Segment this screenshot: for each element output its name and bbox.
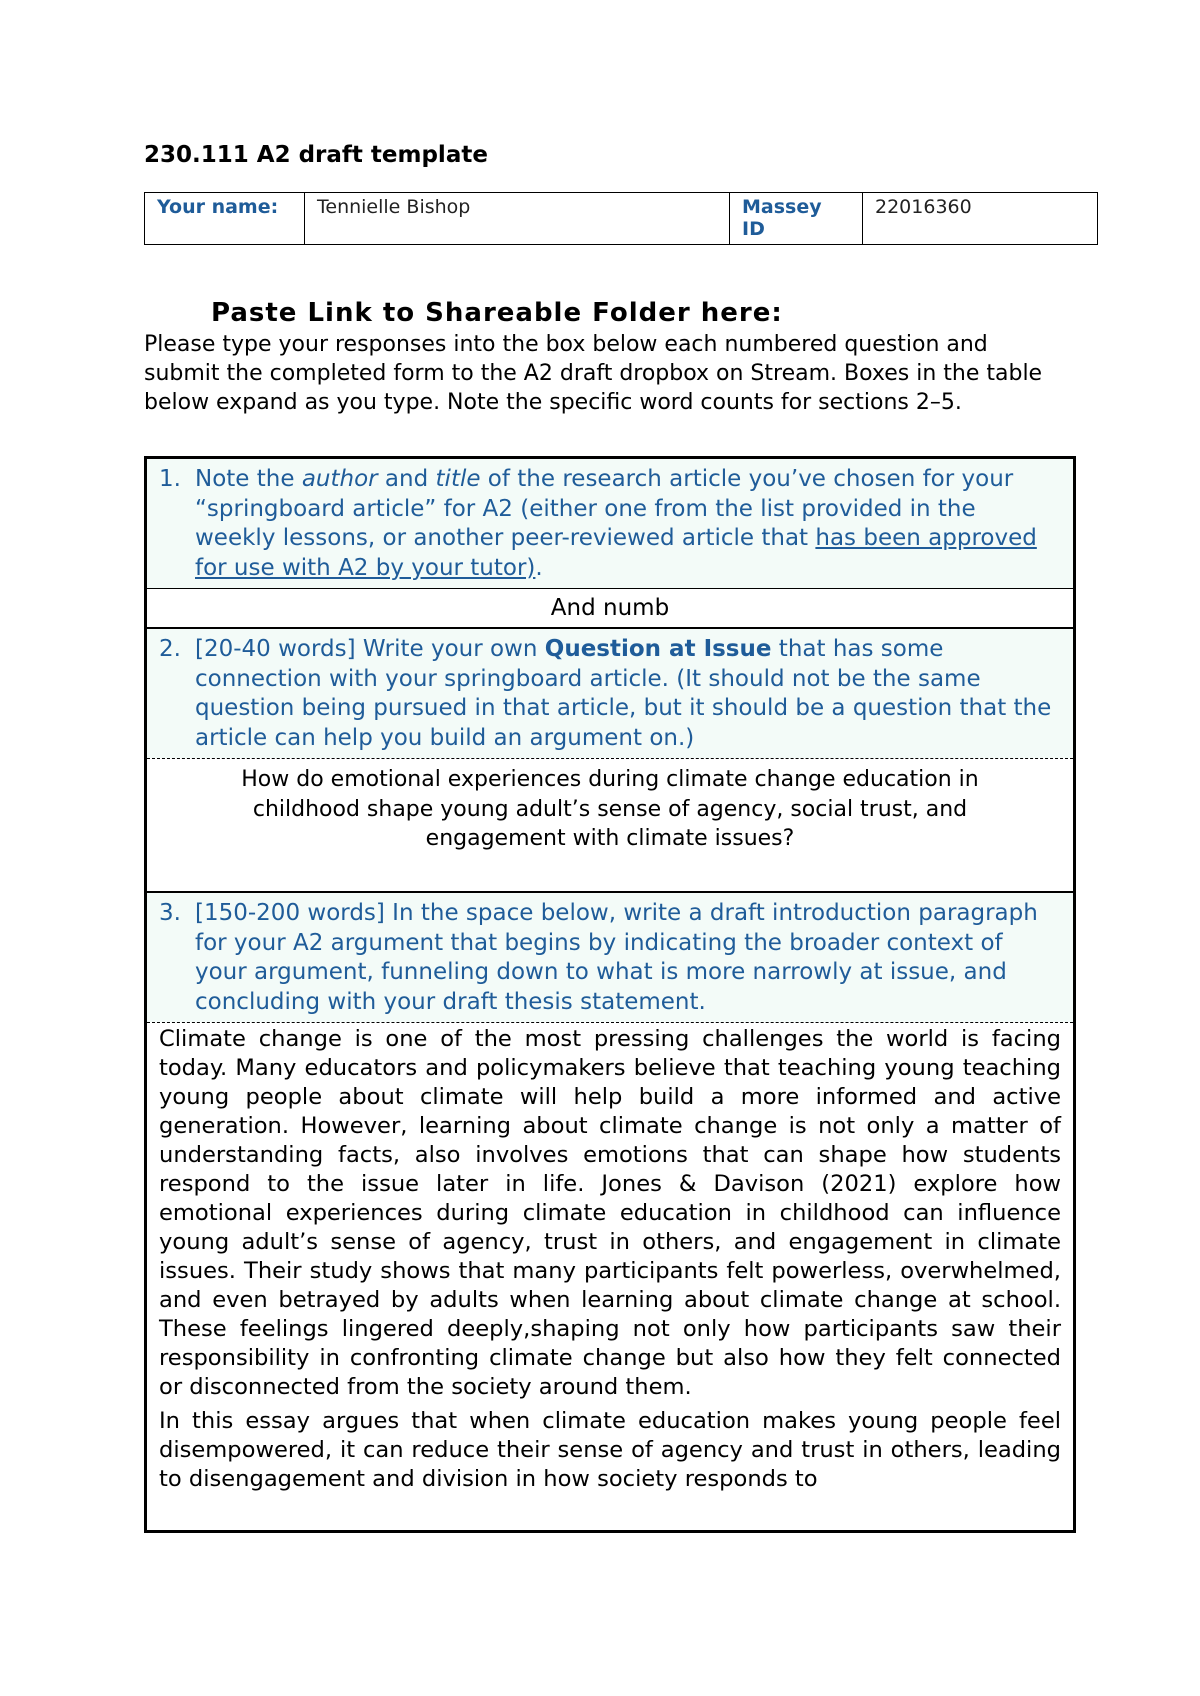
question-2: 2. [20-40 words] Write your own Question at Issue that has some connection with your springboard article. (It should not be the same question being pursued in that article, but it should be a question that the article can help you build an argument on.) (147, 629, 1073, 758)
name-label: Your name: (145, 193, 305, 245)
answer-3-paragraph-1: Climate change is one of the most pressing challenges the world is facing today. Many educators and policymakers believe that teaching young teaching young people about climate will help build a more informed and active generation. However, learning about climate change is not only a matter of understanding facts, also involves emotions that can shape how students respond to the issue later in life. Jones & Davison (2021) explore how emotional experiences during climate education in childhood can influence young adult’s sense of agency, trust in others, and engagement in climate issues. Their study shows that many participants felt powerless, overwhelmed, and even betrayed by adults when learning about climate change at school. These feelings lingered deeply,shaping not only how participants saw their responsibility in confronting climate change but also how they felt connected or disconnected from the society around them. (159, 1026, 1061, 1400)
student-info-table (144, 192, 1098, 245)
answer-1-field[interactable]: And numb (550, 595, 670, 621)
instructions-text: Please type your responses into the box below each numbered question and submit the completed form to the A2 draft dropbox on Stream. Boxes in the table below expand as you type. Note the specific word counts for sections 2–5. (144, 332, 1043, 415)
tutor-approval-link[interactable]: has been approved for use with A2 by your tutor) (195, 525, 1037, 581)
question-2-number: 2. (159, 636, 181, 662)
question-3-number: 3. (159, 900, 181, 926)
name-field[interactable]: Tennielle Bishop (305, 193, 730, 245)
question-3: 3. [150-200 words] In the space below, write a draft introduction paragraph for your A2 argument that begins by indicating the broader context of your argument, funneling down to what is more narrowly at issue, and concluding with your draft thesis statement. (147, 893, 1073, 1022)
question-1: 1. Note the author and title of the research article you’ve chosen for your “springboard article” for A2 (either one from the list provided in the weekly lessons, or another peer-reviewed article that has been approved for use with A2 by your tutor). (147, 459, 1073, 588)
id-label: Massey ID (730, 193, 863, 245)
id-field[interactable]: 22016360 (863, 193, 1098, 245)
page-title: 230.111 A2 draft template (144, 142, 488, 168)
question-at-issue-term: Question at Issue (544, 636, 772, 662)
paste-link-heading: Paste Link to Shareable Folder here: (211, 298, 783, 328)
answer-2-field[interactable]: How do emotional experiences during climate change education in childhood shape young adult’s sense of agency, social trust, and engagement with climate issues? (241, 767, 979, 851)
questions-table (144, 456, 1076, 1533)
question-1-number: 1. (159, 466, 181, 492)
answer-3-field[interactable] (147, 1023, 1073, 1530)
answer-3-paragraph-2: In this essay argues that when climate education makes young people feel disempowered, it can reduce their sense of agency and trust in others, leading to disengagement and division in how society responds to (159, 1408, 1061, 1492)
